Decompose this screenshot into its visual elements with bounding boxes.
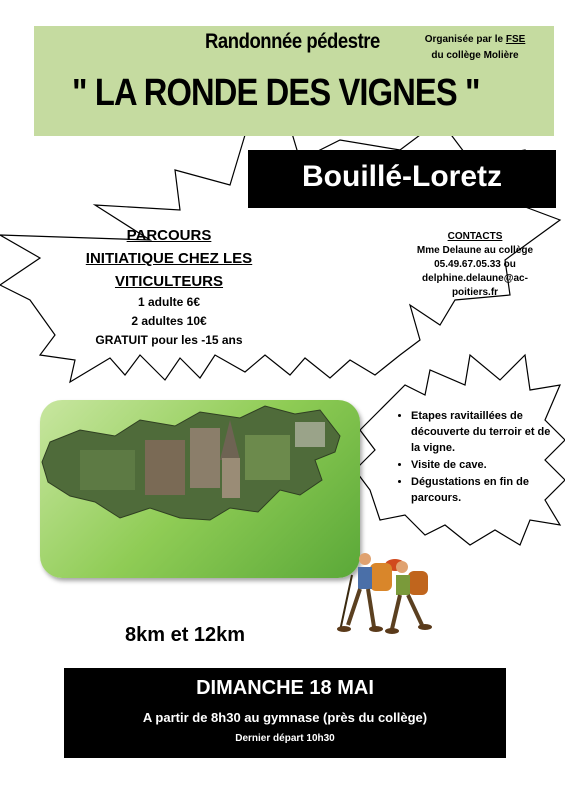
organizer-line1	[400, 32, 550, 48]
feature-item: • Dégustations en fin de parcours.	[411, 474, 555, 506]
parcours-block	[40, 224, 298, 350]
features-list	[395, 408, 555, 507]
event-start: A partir de 8h30 au gymnase (près du collège)	[142, 710, 428, 725]
last-departure: Dernier départ 10h30	[235, 733, 335, 744]
contact-line: 05.49.67.05.33 ou	[434, 259, 516, 270]
price-line: GRATUIT pour les -15 ans	[95, 333, 243, 347]
contact-email-line[interactable]: poitiers.fr	[451, 287, 499, 298]
feature-item: • Etapes ravitaillées de découverte du terroir et de la vigne.	[411, 408, 555, 456]
subtitle: Randonnée pédestre	[205, 30, 380, 53]
parcours-title-line: INITIATIQUE CHEZ LES	[85, 250, 253, 267]
parcours-title-line: PARCOURS	[126, 227, 212, 244]
event-date: DIMANCHE 18 MAI	[196, 677, 374, 699]
organizer-prefix: Organisée par le	[424, 34, 506, 45]
feature-item: • Visite de cave.	[411, 457, 555, 473]
organizer-note	[400, 32, 550, 64]
town-name: Bouillé-Loretz	[302, 160, 502, 193]
contact-email-line[interactable]: delphine.delaune@ac-	[422, 273, 528, 284]
hikers-illustration	[330, 545, 440, 635]
contacts-block	[396, 230, 554, 300]
page-title: " LA RONDE DES VIGNES "	[72, 72, 480, 114]
map-image	[40, 400, 360, 578]
organizer-line2: du collège Molière	[431, 50, 519, 61]
price-line: 1 adulte 6€	[137, 295, 201, 309]
contact-line: Mme Delaune au collège	[416, 245, 534, 256]
commune-map-silhouette	[40, 400, 360, 578]
contacts-heading: CONTACTS	[447, 231, 503, 242]
parcours-title-line: VITICULTEURS	[114, 273, 224, 290]
fse-label: FSE	[505, 34, 526, 45]
distance-label: 8km et 12km	[125, 624, 246, 646]
price-line: 2 adultes 10€	[131, 314, 207, 328]
